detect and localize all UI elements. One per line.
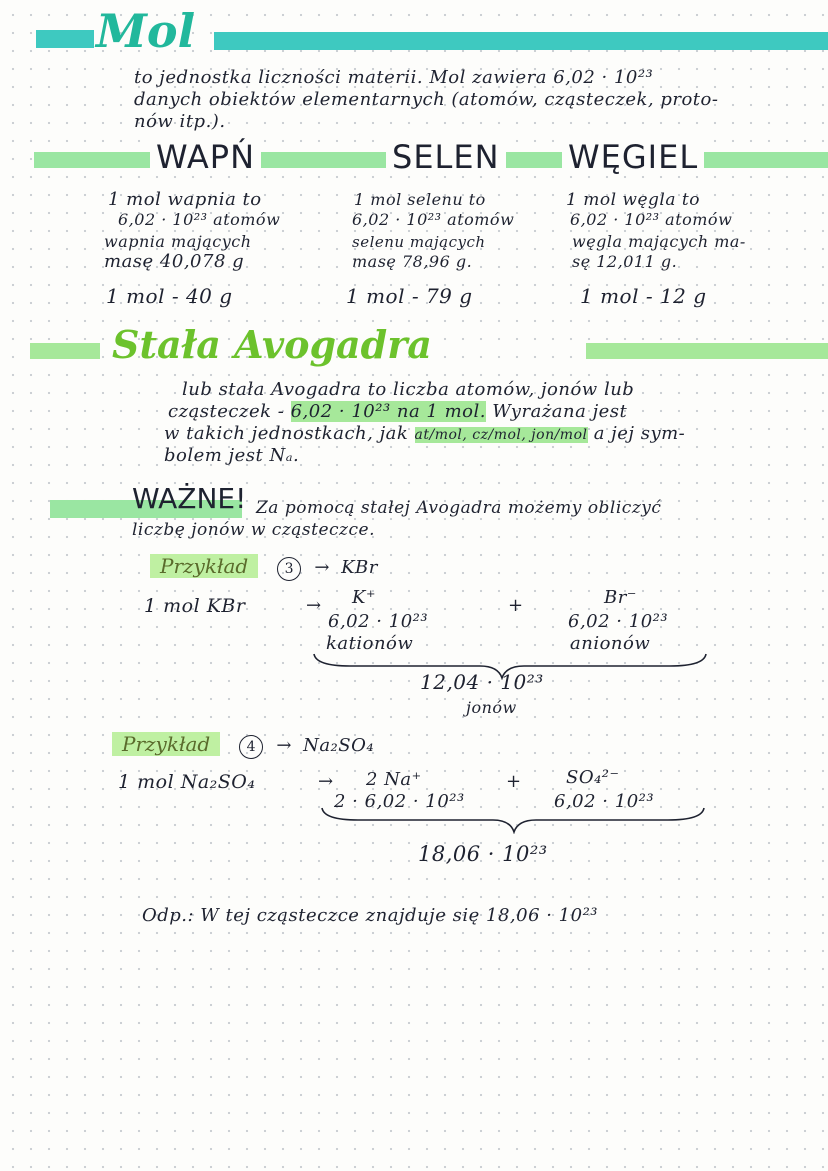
selenium-line-2: 6,02 · 10²³ atomów bbox=[352, 210, 515, 229]
example-4-cation: 2 Na⁺ bbox=[366, 769, 422, 790]
example-3-compound: KBr bbox=[341, 557, 378, 578]
example-4-anion-count: 6,02 · 10²³ bbox=[554, 791, 655, 812]
example-3-reaction-arrow: → bbox=[306, 595, 322, 616]
example-4-total: 18,06 · 10²³ bbox=[418, 842, 548, 866]
example-3-cation-count: 6,02 · 10²³ bbox=[328, 611, 429, 632]
calcium-line-1: 1 mol wapnia to bbox=[108, 189, 262, 210]
calcium-line-2: 6,02 · 10²³ atomów bbox=[118, 210, 281, 229]
important-label: WAŻNE! bbox=[132, 482, 247, 515]
avogadro-text-line-2 bbox=[168, 402, 627, 422]
selenium-line-4: masę 78,96 g. bbox=[352, 252, 473, 271]
title-highlight-left bbox=[36, 30, 94, 48]
mol-definition-line-2: danych obiektów elementarnych (atomów, cząsteczek, proto- bbox=[134, 89, 719, 110]
answer-line: Odp.: W tej cząsteczce znajduje się 18,06 · 10²³ bbox=[142, 905, 599, 926]
avogadro-units-highlight: at/mol, cz/mol, jon/mol bbox=[414, 427, 588, 443]
calcium-line-4: masę 40,078 g bbox=[104, 251, 245, 272]
mol-definition-line-1: to jednostka liczności materii. Mol zawiera 6,02 · 10²³ bbox=[134, 67, 654, 88]
example-3-total: 12,04 · 10²³ bbox=[420, 670, 544, 694]
example-4-number: 4 bbox=[239, 735, 263, 759]
selenium-summary: 1 mol - 79 g bbox=[346, 284, 473, 308]
example-4-anion: SO₄²⁻ bbox=[566, 767, 620, 788]
avogadro-text-line-1: lub stała Avogadra to liczba atomów, jonów lub bbox=[182, 379, 635, 400]
example-4-plus: + bbox=[506, 771, 522, 792]
calcium-summary: 1 mol - 40 g bbox=[106, 284, 233, 308]
carbon-line-4: sę 12,011 g. bbox=[572, 252, 678, 271]
avogadro-text-line-2-post: Wyrażana jest bbox=[485, 401, 628, 422]
example-4-cation-count: 2 · 6,02 · 10²³ bbox=[334, 791, 465, 812]
example-3-lhs: 1 mol KBr bbox=[144, 595, 246, 617]
example-3-plus: + bbox=[508, 595, 524, 616]
example-3-arrow: → bbox=[314, 557, 330, 578]
example-3-label: Przykład bbox=[150, 554, 258, 578]
avogadro-highlight-right bbox=[586, 343, 828, 359]
important-text-line-1: Za pomocą stałej Avogadra możemy obliczyć bbox=[256, 498, 662, 518]
element-heading-calcium: WAPŃ bbox=[150, 138, 261, 176]
example-3-anion-count: 6,02 · 10²³ bbox=[568, 611, 669, 632]
avogadro-text-line-3-post: a jej sym- bbox=[587, 423, 686, 444]
example-4-header bbox=[112, 732, 374, 759]
carbon-line-2: 6,02 · 10²³ atomów bbox=[570, 210, 733, 229]
avogadro-text-line-3-pre: w takich jednostkach, jak bbox=[164, 423, 415, 444]
calcium-line-3: wapnia mających bbox=[104, 232, 252, 251]
avogadro-constant-highlight: 6,02 · 10²³ na 1 mol. bbox=[290, 401, 486, 422]
page-title: Mol bbox=[96, 4, 196, 58]
carbon-summary: 1 mol - 12 g bbox=[580, 284, 707, 308]
important-text-line-2: liczbę jonów w cząsteczce. bbox=[132, 520, 375, 540]
selenium-line-1: 1 mol selenu to bbox=[354, 190, 486, 209]
example-3-header bbox=[150, 554, 378, 581]
carbon-line-3: węgla mających ma- bbox=[572, 232, 746, 251]
carbon-line-1: 1 mol węgla to bbox=[566, 190, 700, 210]
avogadro-text-line-2-pre: cząsteczek - bbox=[168, 401, 291, 422]
avogadro-title: Stała Avogadra bbox=[112, 322, 432, 367]
example-3-cation-type: kationów bbox=[326, 633, 414, 654]
element-heading-selenium: SELEN bbox=[386, 138, 506, 176]
example-4-reaction-arrow: → bbox=[318, 771, 334, 792]
example-4-arrow: → bbox=[276, 735, 292, 756]
example-4-lhs: 1 mol Na₂SO₄ bbox=[118, 771, 256, 793]
avogadro-text-line-3 bbox=[164, 424, 685, 445]
selenium-line-3: selenu mających bbox=[352, 233, 486, 251]
element-heading-carbon: WĘGIEL bbox=[562, 138, 704, 176]
example-4-label: Przykład bbox=[112, 732, 220, 756]
example-3-number: 3 bbox=[277, 557, 301, 581]
avogadro-text-line-4: bolem jest Nₐ. bbox=[164, 445, 300, 466]
example-4-compound: Na₂SO₄ bbox=[303, 735, 375, 756]
example-3-cation: K⁺ bbox=[352, 587, 376, 608]
avogadro-highlight-left bbox=[30, 343, 100, 359]
title-highlight-right bbox=[214, 32, 828, 50]
mol-definition-line-3: nów itp.). bbox=[134, 111, 226, 132]
example-3-total-unit: jonów bbox=[466, 698, 517, 717]
example-4-brace bbox=[318, 806, 708, 834]
example-3-anion: Br⁻ bbox=[604, 587, 637, 608]
example-3-anion-type: anionów bbox=[570, 633, 651, 654]
